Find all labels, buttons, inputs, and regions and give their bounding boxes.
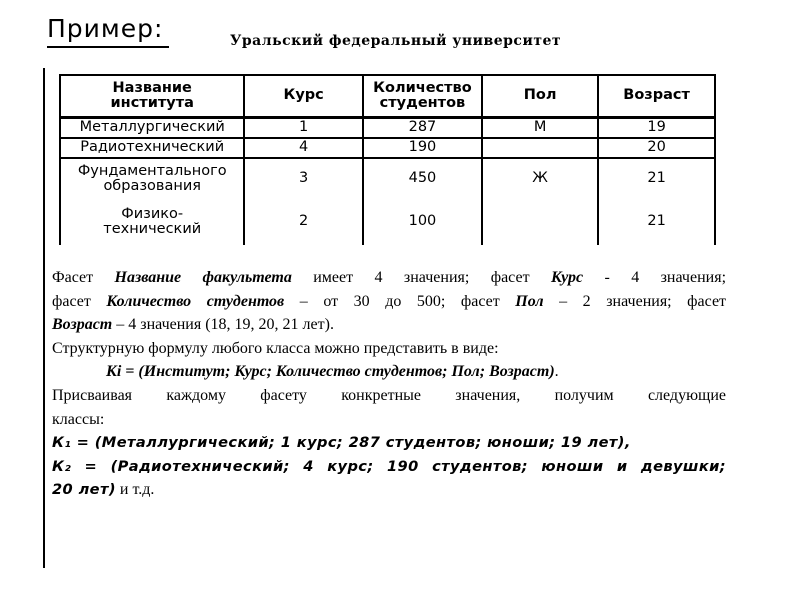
formula-intro: Структурную формулу любого класса можно представить в виде: — [52, 339, 499, 357]
table-row — [60, 118, 715, 139]
header-students-count: Количество студентов — [363, 75, 482, 118]
cell-course: 4 — [244, 138, 362, 158]
cell-course: 3 — [244, 158, 362, 199]
class-formula: Кi = (Институт; Курс; Количество студентов; Пол; Возраст). — [106, 363, 559, 381]
header-institute: Название института — [60, 75, 244, 118]
table-row — [60, 138, 715, 158]
left-vertical-rule — [43, 68, 45, 568]
table-row — [60, 158, 715, 199]
header-course: Курс — [244, 75, 362, 118]
facet-line-3: Возраст – 4 значения (18, 19, 20, 21 лет). — [52, 316, 334, 334]
facet-line-1: Фасет Название факультета имеет 4 значения; фасет Курс - 4 значения; — [52, 269, 727, 286]
body-text — [52, 266, 726, 502]
cell-count: 190 — [363, 138, 482, 158]
faculty-table — [59, 74, 716, 245]
header-age: Возраст — [598, 75, 715, 118]
cell-institute: Физико- технический — [60, 199, 244, 245]
cell-institute: Фундаментального образования — [60, 158, 244, 199]
class-k2: К₂ = (Радиотехнический; 4 курс; 190 студентов; юноши и девушки; — [52, 457, 726, 475]
cell-age: 20 — [598, 138, 715, 158]
facet-line-2: фасет Количество студентов – от 30 до 500; фасет Пол – 2 значения; фасет — [52, 292, 727, 310]
table-row — [60, 199, 715, 245]
cell-institute: Радиотехнический — [60, 138, 244, 158]
cell-course: 2 — [244, 199, 362, 245]
class-k2-end: 20 лет) и т.д. — [52, 481, 155, 499]
cell-count: 100 — [363, 199, 482, 245]
cell-count: 287 — [363, 118, 482, 139]
header-sex: Пол — [482, 75, 598, 118]
classes-intro: Присваивая каждому фасету конкретные значения, получим следующие — [52, 386, 726, 404]
cell-sex: Ж — [482, 158, 598, 199]
university-caption: Уральский федеральный университет — [230, 33, 562, 49]
cell-age: 19 — [598, 118, 715, 139]
title-underline — [47, 46, 169, 48]
cell-count: 450 — [363, 158, 482, 199]
cell-sex — [482, 138, 598, 158]
table-header-row — [60, 75, 715, 118]
cell-sex — [482, 199, 598, 245]
slide-title: Пример: — [47, 14, 164, 43]
cell-age: 21 — [598, 199, 715, 245]
class-k1: К₁ = (Металлургический; 1 курс; 287 студентов; юноши; 19 лет), — [52, 434, 631, 452]
classes-label: классы: — [52, 410, 105, 428]
cell-age: 21 — [598, 158, 715, 199]
cell-course: 1 — [244, 118, 362, 139]
cell-sex: М — [482, 118, 598, 139]
cell-institute: Металлургический — [60, 118, 244, 139]
